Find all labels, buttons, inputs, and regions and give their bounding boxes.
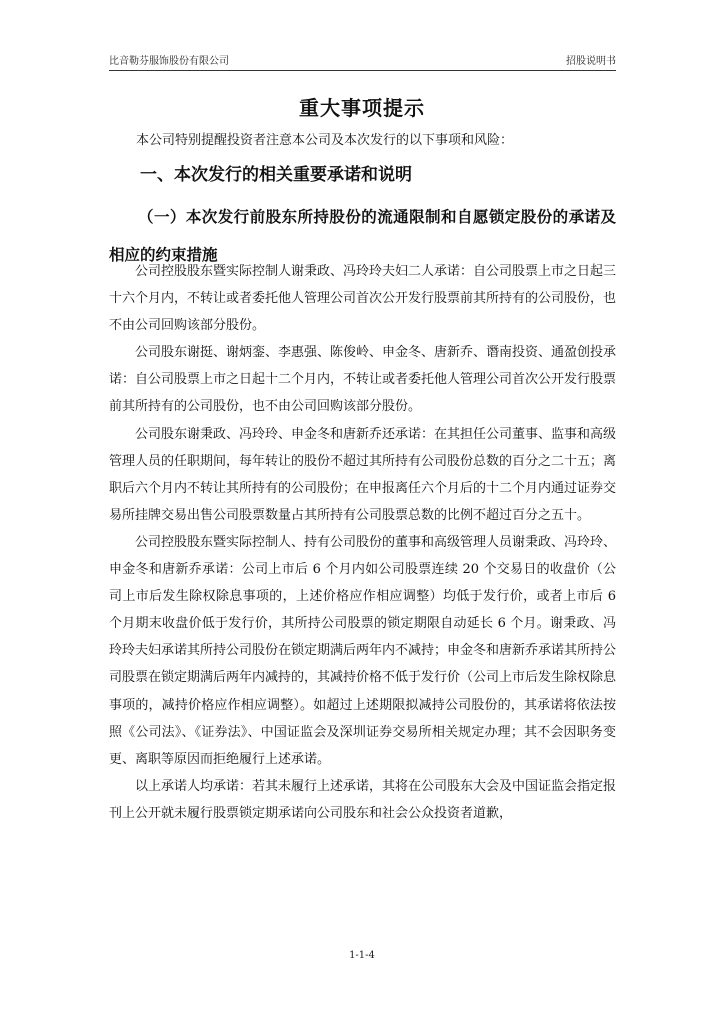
paragraph-1: 公司控股股东暨实际控制人谢秉政、冯玲玲夫妇二人承诺：自公司股票上市之日起三十六个月内，不转让或者委托他人管理公司首次公开发行股票前其所持有的公司股份，也不由公司回购该部分股份。 xyxy=(109,264,617,334)
paragraph-2: 公司股东谢挺、谢炳銮、李惠强、陈俊岭、申金冬、唐新乔、谮南投资、通盈创投承诺：自公司股票上市之日起十二个月内，不转让或者委托他人管理公司首次公开发行股票前其所持有的公司股份，也不由公司回购该部分股份。 xyxy=(109,345,617,415)
document-body xyxy=(109,258,616,827)
document-title: 重大事项提示 xyxy=(299,96,425,120)
header-company-name: 比音勒芬服饰股份有限公司 xyxy=(109,56,229,67)
section-heading: 一、本次发行的相关重要承诺和说明 xyxy=(140,165,412,185)
page-header xyxy=(109,50,616,71)
intro-text: 本公司特别提醒投资者注意本公司及本次发行的以下事项和风险： xyxy=(136,133,514,148)
paragraph-3: 公司股东谢秉政、冯玲玲、申金冬和唐新乔还承诺：在其担任公司董事、监事和高级管理人员的任职期间，每年转让的股份不超过其所持有公司股份总数的百分之二十五；离职后六个月内不转让其所持有的公司股份；在申报离任六个月后的十二个月内通过证券交易所挂牌交易出售公司股票数量占其所持有公司股票总数的比例不超过百分之五十。 xyxy=(109,426,617,523)
paragraph-5: 以上承诺人均承诺：若其未履行上述承诺，其将在公司股东大会及中国证监会指定报刊上公开就未履行股票锁定期承诺向公司股东和社会公众投资者道歉， xyxy=(109,778,617,821)
subsection-heading: （一）本次发行前股东所持股份的流通限制和自愿锁定股份的承诺及相应的约束措施 xyxy=(109,208,616,264)
paragraph-4: 公司控股股东暨实际控制人、持有公司股份的董事和高级管理人员谢秉政、冯玲玲、申金冬和唐新乔承诺：公司上市后 6 个月内如公司股票连续 20 个交易日的收盘价（公司上市后发生除权除息事项的，上述价格应作相应调整）均低于发行价，或者上市后 6 个月期末收盘价低于发行价，其所持公司股票的锁定期限自动延长 6 个月。谢秉政、冯玲玲夫妇承诺其所持公司股份在锁定期满后两年内不减持；申金冬和唐新乔承诺其所持公司股票在锁定期满后两年内减持的，其减持价格不低于发行价（公司上市后发生除权除息事项的，减持价格应作相应调整）。如超过上述期限拟减持公司股份的，其承诺将依法按照《公司法》、《证券法》、中国证监会及深圳证券交易所相关规定办理；其不会因职务变更、离职等原因而拒绝履行上述承诺。 xyxy=(109,534,617,767)
page-number: 1-1-4 xyxy=(349,950,375,961)
header-document-type: 招股说明书 xyxy=(566,56,616,67)
